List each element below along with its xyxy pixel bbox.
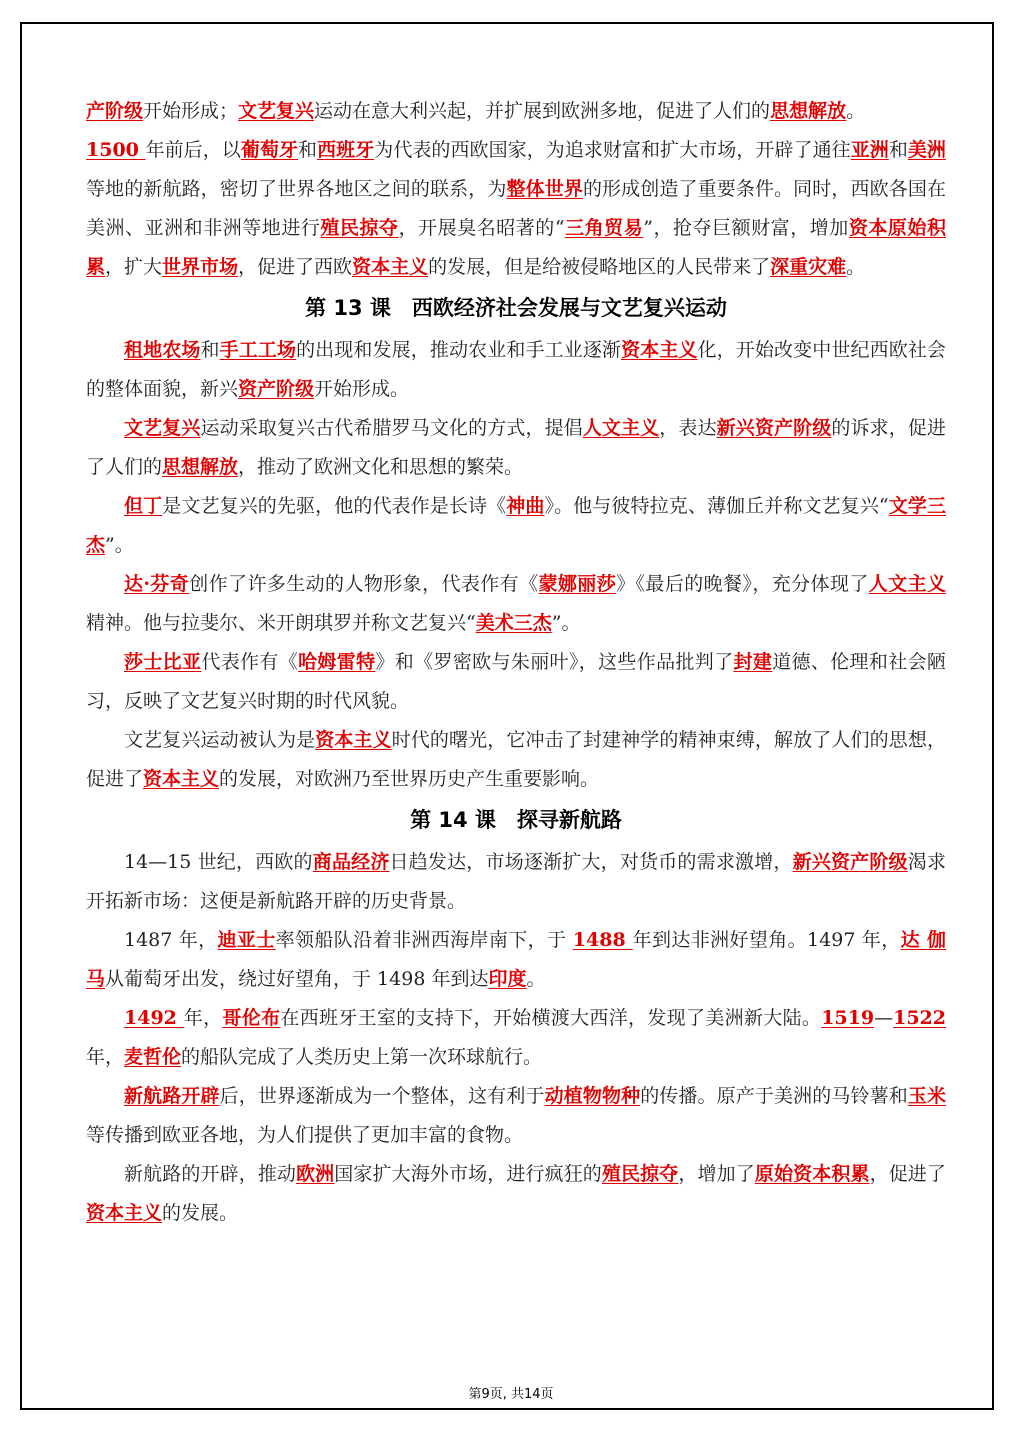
highlighted-term: 西班牙 xyxy=(317,139,375,161)
paragraph xyxy=(86,921,946,999)
paragraph xyxy=(86,565,946,643)
highlighted-term: 哈姆雷特 xyxy=(298,651,376,673)
paragraph-text: 为代表的西欧国家，为追求财富和扩大市场，开辟了通往 xyxy=(374,139,851,161)
highlighted-term: 1519 xyxy=(821,1007,875,1029)
highlighted-term: 资本主义 xyxy=(86,1202,163,1224)
paragraph-text: 化，开始改变中世纪西欧社会的整体面貌，新兴 xyxy=(86,339,946,400)
lesson-heading: 第 13 课 西欧经济社会发展与文艺复兴运动 xyxy=(305,296,727,320)
paragraph xyxy=(86,409,946,487)
paragraph xyxy=(86,721,946,799)
highlighted-term: 三角贸易 xyxy=(564,217,644,239)
paragraph xyxy=(86,1155,946,1233)
paragraph-text: 》。他与彼特拉克、薄伽丘并称文艺复兴“ xyxy=(544,495,889,517)
highlighted-term: 资本主义 xyxy=(621,339,698,361)
highlighted-term: 深重灾难 xyxy=(770,256,847,278)
paragraph-text: 道德、伦理和社会陋习，反映了文艺复兴时期的时代风貌。 xyxy=(86,651,946,712)
paragraph-text: 和 xyxy=(888,139,908,161)
paragraph-text: 是文艺复兴的先驱，他的代表作是长诗《 xyxy=(162,495,507,517)
paragraph-text: 的发展，对欧洲乃至世界历史产生重要影响。 xyxy=(219,768,600,790)
highlighted-term: 新兴资产阶级 xyxy=(716,417,832,439)
highlighted-term: 资本原始积累 xyxy=(86,217,946,278)
paragraph xyxy=(86,843,946,921)
paragraph xyxy=(86,92,946,131)
paragraph-text: 14—15 世纪，西欧的 xyxy=(124,851,313,873)
highlighted-term: 哥伦布 xyxy=(222,1007,281,1029)
highlighted-term: 思想解放 xyxy=(162,456,239,478)
highlighted-term: 动植物物种 xyxy=(544,1085,641,1107)
highlighted-term: 达·芬奇 xyxy=(124,573,190,595)
highlighted-term: 新兴资产阶级 xyxy=(792,851,908,873)
highlighted-term: 资产阶级 xyxy=(238,378,315,400)
highlighted-term: 1488 xyxy=(572,929,633,951)
highlighted-term: 人文主义 xyxy=(582,417,660,439)
highlighted-term: 但丁 xyxy=(124,495,163,517)
paragraph-text: 率领船队沿着非洲西海岸南下，于 xyxy=(275,929,573,951)
paragraph-text: 代表作有《 xyxy=(201,651,299,673)
paragraph-text: 时代的曙光，它冲击了封建神学的精神束缚，解放了人们的思想，促进了 xyxy=(86,729,946,790)
highlighted-term: 新航路开辟 xyxy=(124,1085,220,1107)
paragraph xyxy=(86,999,946,1077)
paragraph-text: 的船队完成了人类历史上第一次环球航行。 xyxy=(181,1046,543,1068)
highlighted-term: 原始资本积累 xyxy=(754,1163,870,1185)
paragraph-text: 年到达非洲好望角。1497 年， xyxy=(632,929,901,951)
paragraph-text: ，推动了欧洲文化和思想的繁荣。 xyxy=(238,456,524,478)
paragraph-text: 。 xyxy=(846,256,866,278)
paragraph-text: 》和《罗密欧与朱丽叶》，这些作品批判了 xyxy=(375,651,734,673)
highlighted-term: 文艺复兴 xyxy=(238,100,315,122)
paragraph-text: ，促进了西欧 xyxy=(238,256,353,278)
paragraph-text: 的发展。 xyxy=(162,1202,239,1224)
paragraph-text: 的传播。原产于美洲的马铃薯和 xyxy=(640,1085,908,1107)
paragraph-text: 后，世界逐渐成为一个整体，这有利于 xyxy=(219,1085,545,1107)
page-footer: 第9页, 共14页 xyxy=(468,1387,554,1402)
paragraph-text: 年， xyxy=(86,1046,125,1068)
paragraph-text: ”。 xyxy=(105,534,134,556)
paragraph-text: 渴求开拓新市场：这便是新航路开辟的历史背景。 xyxy=(86,851,946,912)
highlighted-term: 迪亚士 xyxy=(217,929,276,951)
highlighted-term: 商品经济 xyxy=(312,851,390,873)
paragraph-text: ”，抢夺巨额财富，增加 xyxy=(643,217,849,239)
highlighted-term: 封建 xyxy=(733,651,773,673)
highlighted-term: 欧洲 xyxy=(296,1163,335,1185)
highlighted-term: 思想解放 xyxy=(770,100,847,122)
highlighted-term: 葡萄牙 xyxy=(240,139,299,161)
paragraph xyxy=(86,1077,946,1155)
paragraph-text: 的发展，但是给被侵略地区的人民带来了 xyxy=(428,256,771,278)
paragraph-text: 创作了许多生动的人物形象，代表作有《 xyxy=(189,573,539,595)
highlighted-term: 殖民掠夺 xyxy=(601,1163,679,1185)
highlighted-term: 整体世界 xyxy=(506,178,583,200)
paragraph-text: — xyxy=(874,1007,894,1029)
paragraph-text: 文艺复兴运动被认为是 xyxy=(124,729,316,751)
highlighted-term: 1492 xyxy=(124,1007,184,1029)
paragraph-text: 等地的新航路，密切了世界各地区之间的联系，为 xyxy=(86,178,507,200)
paragraph-text: 和 xyxy=(298,139,318,161)
paragraph-text: 的形成创造了重要条件。同时，西欧各国在美洲、亚洲和非洲等地进行 xyxy=(86,178,946,239)
highlighted-term: 资本主义 xyxy=(143,768,220,790)
paragraph xyxy=(86,643,946,721)
highlighted-term: 殖民掠夺 xyxy=(320,217,399,239)
paragraph-text: 运动在意大利兴起，并扩展到欧洲多地，促进了人们的 xyxy=(314,100,771,122)
paragraph-text: 开始形成。 xyxy=(314,378,410,400)
highlighted-term: 麦哲伦 xyxy=(124,1046,182,1068)
paragraph-text: 等传播到欧亚各地，为人们提供了更加丰富的食物。 xyxy=(86,1124,524,1146)
paragraph-text: 年， xyxy=(183,1007,223,1029)
paragraph-text: 。 xyxy=(526,968,546,990)
paragraph-text: ，表达 xyxy=(659,417,717,439)
paragraph-text: 的出现和发展，推动农业和手工业逐渐 xyxy=(296,339,622,361)
highlighted-term: 文学三杰 xyxy=(86,495,946,556)
paragraph-text: 1487 年， xyxy=(124,929,218,951)
highlighted-term: 1500 xyxy=(86,139,146,161)
document-body xyxy=(86,92,946,1233)
paragraph-text: 。 xyxy=(846,100,866,122)
lesson-heading: 第 14 课 探寻新航路 xyxy=(410,808,622,832)
paragraph-text: 新航路的开辟，推动 xyxy=(124,1163,297,1185)
highlighted-term: 人文主义 xyxy=(868,573,946,595)
highlighted-term: 印度 xyxy=(488,968,527,990)
paragraph xyxy=(86,487,946,565)
paragraph-text: ，促进了 xyxy=(869,1163,946,1185)
highlighted-term: 资本主义 xyxy=(315,729,392,751)
highlighted-term: 玉米 xyxy=(907,1085,946,1107)
paragraph-text: ，增加了 xyxy=(678,1163,755,1185)
paragraph-text: 在西班牙王室的支持下，开始横渡大西洋，发现了美洲新大陆。 xyxy=(280,1007,822,1029)
paragraph-text: 的诉求，促进了人们的 xyxy=(86,417,946,478)
paragraph-text: 运动采取复兴古代希腊罗马文化的方式，提倡 xyxy=(200,417,583,439)
paragraph-text: 开始形成； xyxy=(143,100,239,122)
paragraph-text: 从葡萄牙出发，绕过好望角，于 1498 年到达 xyxy=(105,968,489,990)
paragraph-text: 日趋发达，市场逐渐扩大，对货币的需求激增， xyxy=(389,851,793,873)
paragraph-text: 国家扩大海外市场，进行疯狂的 xyxy=(334,1163,602,1185)
paragraph-text: 和 xyxy=(200,339,220,361)
highlighted-term: 蒙娜丽莎 xyxy=(538,573,617,595)
highlighted-term: 美洲 xyxy=(907,139,946,161)
highlighted-term: 手工工场 xyxy=(219,339,297,361)
highlighted-term: 文艺复兴 xyxy=(124,417,201,439)
highlighted-term: 1522 xyxy=(893,1007,946,1029)
highlighted-term: 美术三杰 xyxy=(475,612,552,634)
highlighted-term: 莎士比亚 xyxy=(124,651,202,673)
highlighted-term: 达 伽马 xyxy=(86,929,946,990)
paragraph xyxy=(86,331,946,409)
paragraph-text: ”。 xyxy=(551,612,581,634)
highlighted-term: 资本主义 xyxy=(352,256,429,278)
highlighted-term: 产阶级 xyxy=(86,100,144,122)
paragraph-text: 年前后，以 xyxy=(145,139,241,161)
paragraph-text: 精神。他与拉斐尔、米开朗琪罗并称文艺复兴“ xyxy=(86,612,476,634)
highlighted-term: 世界市场 xyxy=(162,256,239,278)
paragraph xyxy=(86,131,946,287)
highlighted-term: 神曲 xyxy=(506,495,545,517)
paragraph-text: ，扩大 xyxy=(105,256,163,278)
paragraph-text: ，开展臭名昭著的“ xyxy=(398,217,565,239)
highlighted-term: 亚洲 xyxy=(850,139,889,161)
highlighted-term: 租地农场 xyxy=(124,339,201,361)
paragraph-text: 》《最后的晚餐》，充分体现了 xyxy=(616,573,869,595)
